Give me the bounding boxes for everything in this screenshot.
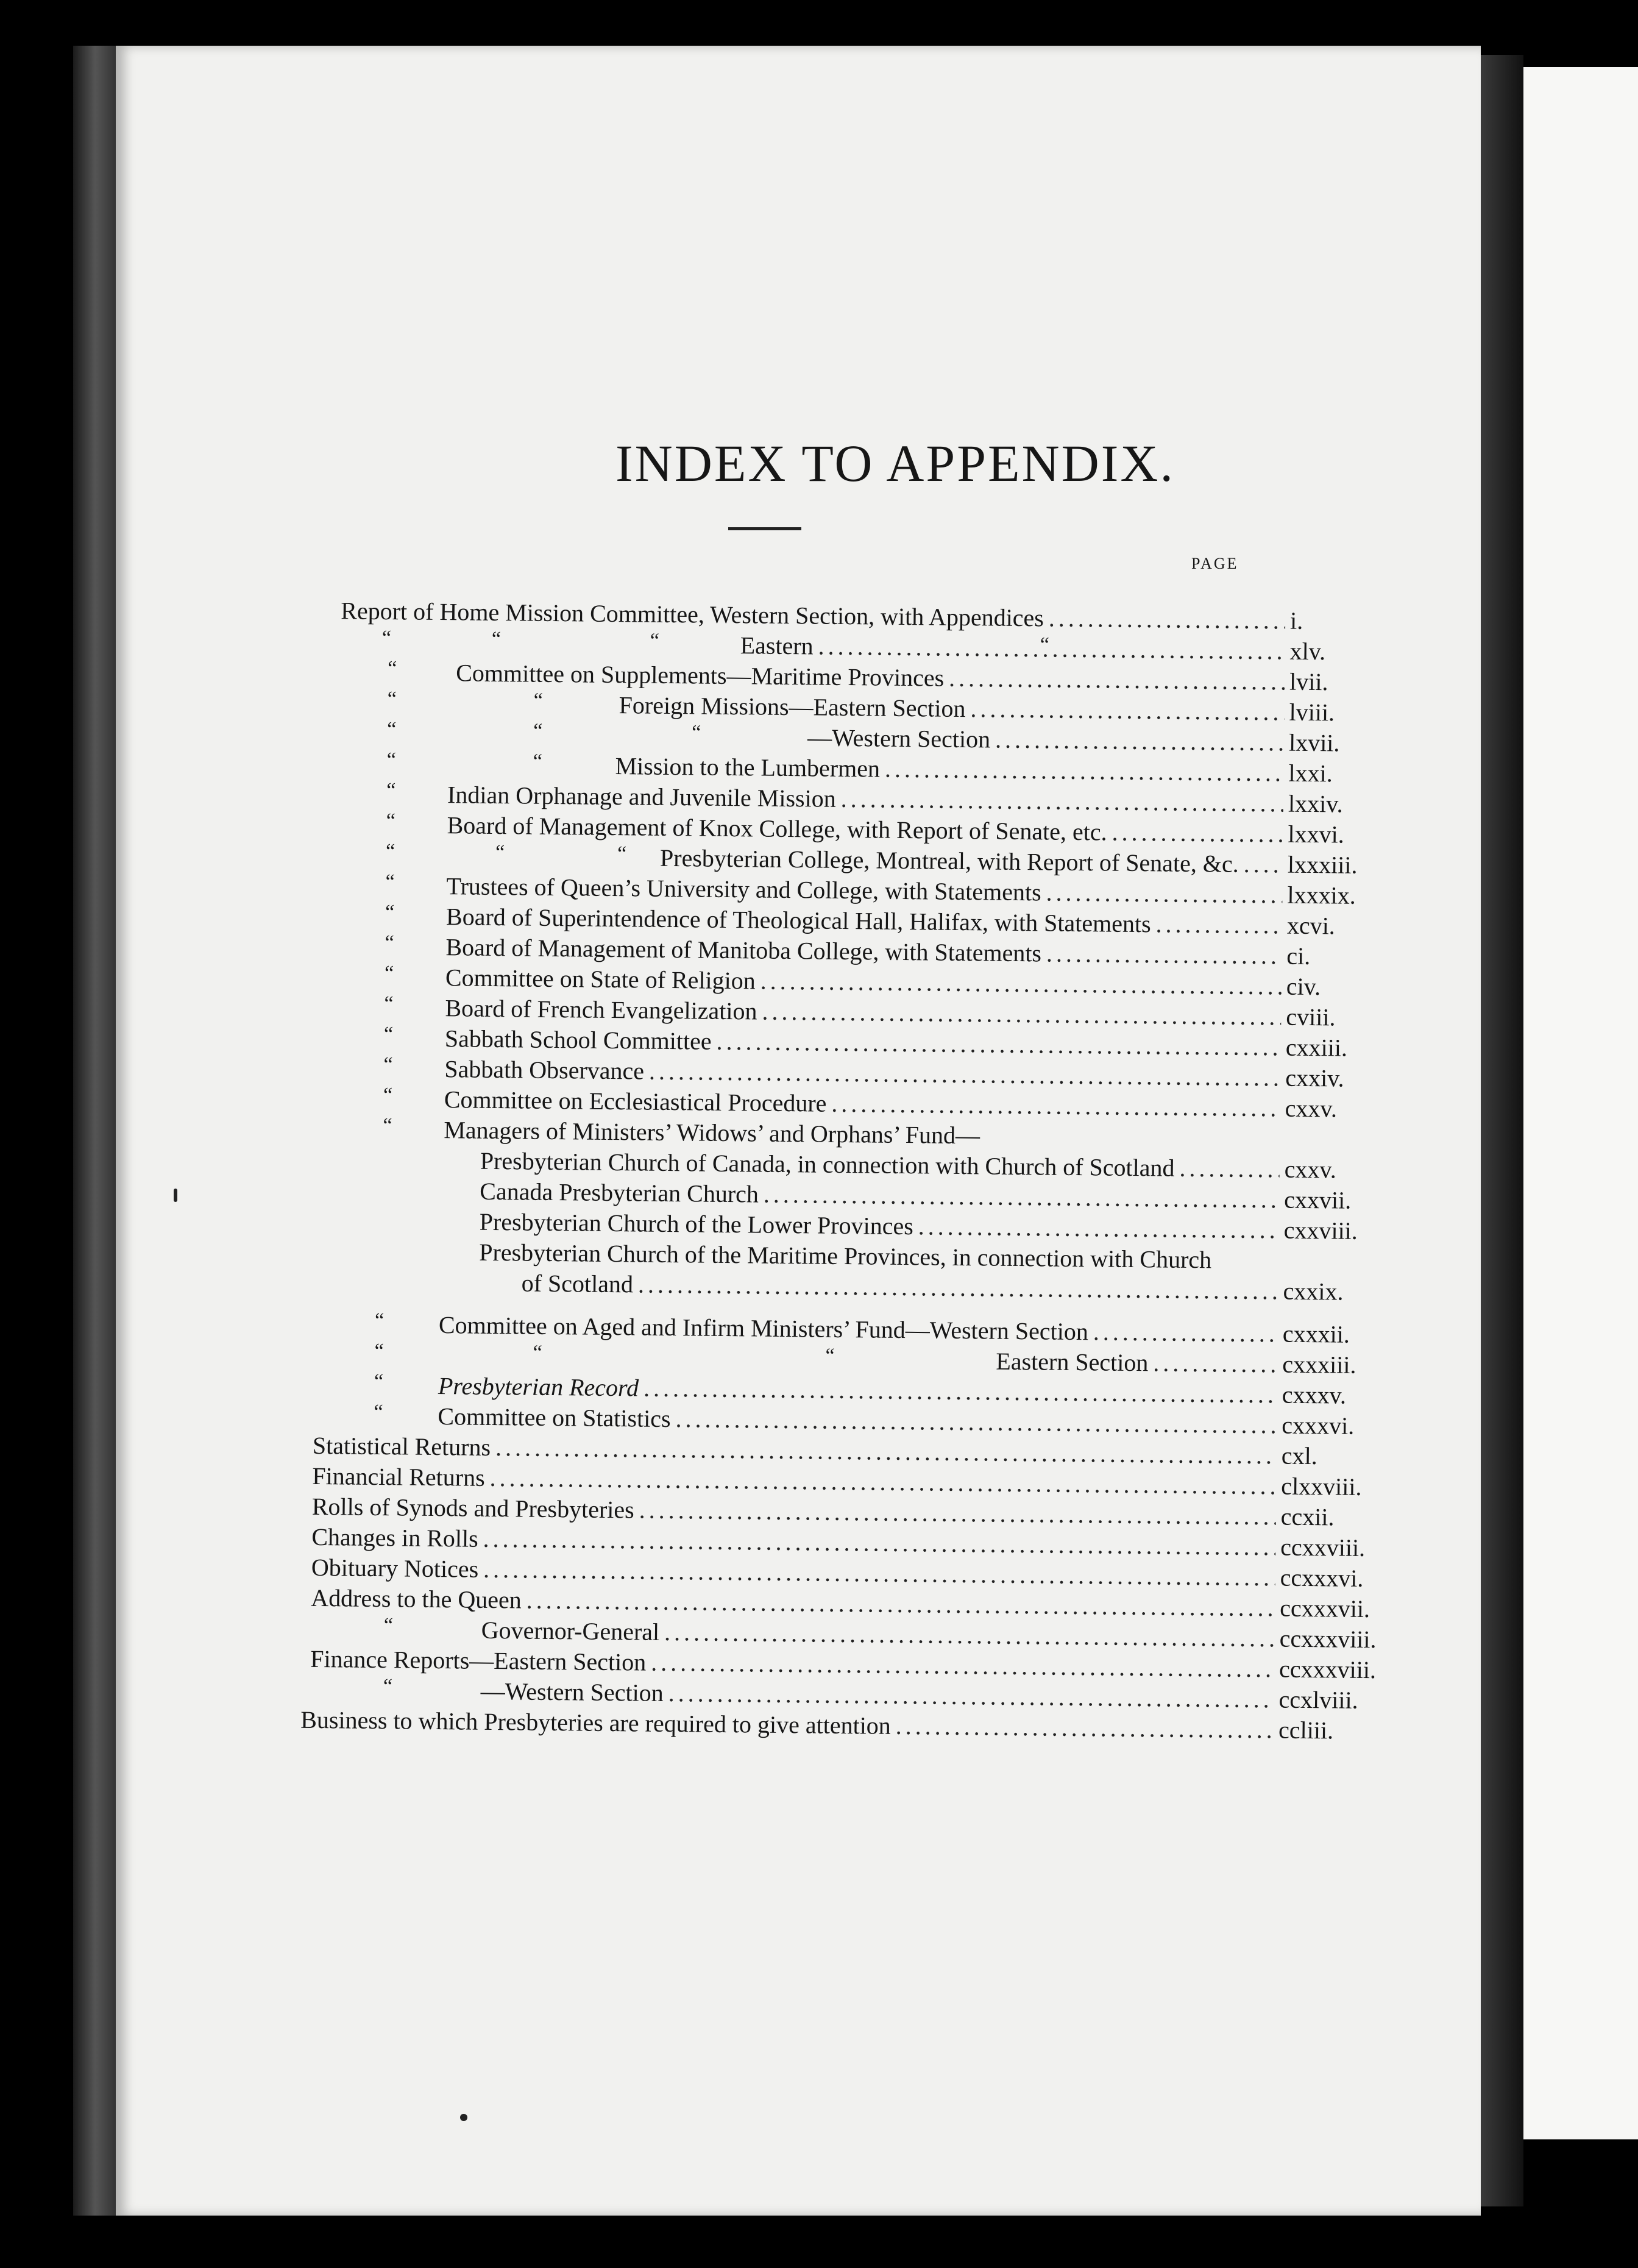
- dot-leader: [1243, 847, 1283, 882]
- index-entry-title: Rolls of Synods and Presbyteries: [311, 1492, 634, 1524]
- ditto-mark: “: [374, 1309, 385, 1332]
- index-entry-title: Address to the Queen: [311, 1584, 522, 1614]
- index-entry-title: Mission to the Lumbermen: [615, 752, 881, 783]
- ditto-mark: “: [383, 1114, 392, 1137]
- index-entry-title: Presbyterian College, Montreal, with Report of Senate, &c.: [659, 844, 1239, 878]
- index-entry-page: i.: [1289, 606, 1303, 635]
- index-entry-page: ccxxxvii.: [1279, 1594, 1370, 1623]
- index-entry-page: lvii.: [1289, 667, 1328, 696]
- ditto-mark: “: [387, 718, 397, 741]
- index-entry-title: Board of French Evangelization: [445, 994, 757, 1025]
- ink-speck: [460, 2114, 467, 2121]
- index-entry-page: cxxxvi.: [1282, 1411, 1355, 1440]
- dot-leader: [638, 1267, 1278, 1308]
- index-entry-page: civ.: [1286, 972, 1321, 1001]
- index-entry-title: Business to which Presbyteries are required to give attention: [300, 1705, 892, 1740]
- index-entry-page: clxxviii.: [1281, 1472, 1362, 1501]
- index-entry-title: Obituary Notices: [311, 1553, 479, 1583]
- ditto-mark: “: [383, 1675, 393, 1698]
- index-entry-title: Board of Management of Manitoba College, with Statements: [445, 933, 1042, 967]
- ditto-mark: “: [533, 750, 542, 773]
- index-entry-page: ci.: [1286, 942, 1311, 970]
- ditto-mark: “: [388, 657, 397, 680]
- ditto-mark: “: [385, 901, 395, 924]
- index-entry-title: Finance Reports—Eastern Section: [310, 1644, 647, 1676]
- index-entry-page: ccxlviii.: [1278, 1685, 1358, 1714]
- ditto-mark: “: [383, 1023, 394, 1046]
- ditto-mark: “: [386, 779, 396, 802]
- ditto-mark: “: [384, 962, 394, 985]
- ditto-mark: “: [374, 1400, 383, 1424]
- ditto-mark: “: [650, 629, 660, 652]
- index-entry-page: lxxvi.: [1288, 820, 1344, 848]
- index-entry-page: cxl.: [1281, 1441, 1317, 1470]
- index-entry-title: Statistical Returns: [312, 1431, 491, 1461]
- index-entry-page: lviii.: [1289, 698, 1335, 727]
- index-entry-page: cxxiii.: [1285, 1033, 1348, 1062]
- index-entry-page: ccxxxviii.: [1279, 1624, 1377, 1654]
- index-entry-title: Committee on Supplements—Maritime Provinces: [455, 659, 945, 692]
- index-entry-title: Eastern Section: [996, 1347, 1149, 1377]
- index-entry-title: Financial Returns: [312, 1462, 485, 1491]
- ditto-mark: “: [533, 1341, 542, 1364]
- index-entry-title: Canada Presbyterian Church: [480, 1177, 759, 1208]
- ink-speck: [174, 1189, 177, 1202]
- ditto-mark: “: [374, 1370, 384, 1393]
- dot-leader: [896, 1709, 1274, 1747]
- index-entry-title: Governor-General: [481, 1616, 660, 1646]
- ditto-mark: “: [385, 840, 395, 863]
- ditto-mark: “: [1040, 633, 1050, 656]
- ditto-mark: “: [825, 1344, 835, 1367]
- ditto-mark: “: [386, 809, 395, 833]
- index-entry-page: cxxviii.: [1283, 1216, 1358, 1245]
- index-entry-page: cxxv.: [1285, 1094, 1338, 1123]
- index-entry-page: lxxxix.: [1287, 881, 1356, 909]
- index-entry-page: cxxiv.: [1285, 1064, 1344, 1092]
- index-entry-page: cxxix.: [1283, 1277, 1344, 1306]
- index-entry-page: lxxxiii.: [1287, 850, 1358, 879]
- ditto-mark: “: [617, 842, 627, 866]
- ditto-mark: “: [491, 627, 502, 651]
- index-entry-page: cxxvii.: [1284, 1186, 1352, 1214]
- ditto-mark: “: [533, 689, 544, 712]
- ditto-mark: “: [381, 627, 392, 650]
- index-entry-title: Foreign Missions—Eastern Section: [619, 691, 966, 723]
- index-entry-page: xcvi.: [1286, 911, 1336, 940]
- index-entry-page: ccxxxvi.: [1280, 1563, 1364, 1592]
- index-entry-title: Presbyterian Church of the Lower Provinces: [479, 1207, 914, 1240]
- index-entry: [439, 1308, 1375, 1352]
- index-entry-title: Presbyterian Record: [438, 1372, 639, 1402]
- index-entry-title: —Western Section: [480, 1677, 664, 1707]
- index-entry-page: ccliii.: [1278, 1716, 1334, 1744]
- index-entry-title: Presbyterian Church of the Maritime Provinces, in connection with Church: [479, 1238, 1212, 1274]
- index-entry-title: Sabbath Observance: [444, 1055, 645, 1085]
- index-entry-page: xlv.: [1289, 637, 1326, 666]
- ditto-mark: “: [386, 748, 397, 772]
- ditto-mark: “: [385, 931, 394, 954]
- index-entry-page: lxvii.: [1288, 728, 1340, 757]
- ditto-mark: “: [383, 1053, 393, 1076]
- index-entry-title: Committee on Aged and Infirm Ministers’ Fund—Western Section: [438, 1311, 1089, 1346]
- index-entry-page: lxxi.: [1288, 759, 1333, 787]
- index-entry-title: Committee on Ecclesiastical Procedure: [444, 1086, 827, 1117]
- ditto-mark: “: [383, 1084, 393, 1107]
- ditto-mark: “: [385, 870, 395, 894]
- index-entry-title: —Western Section: [807, 723, 991, 753]
- page-title: INDEX TO APPENDIX.: [615, 434, 1175, 492]
- index-entry-page: ccxxxviii.: [1278, 1655, 1377, 1684]
- ditto-mark: “: [374, 1339, 384, 1363]
- ditto-mark: “: [495, 841, 505, 864]
- ditto-mark: “: [383, 1614, 394, 1637]
- index-entry-page: cxxxiii.: [1282, 1350, 1356, 1379]
- index-entry-title: Committee on State of Religion: [445, 964, 756, 995]
- index-entry-title: Committee on Statistics: [438, 1402, 671, 1433]
- ditto-mark: “: [384, 992, 394, 1015]
- index-entry-title: of Scotland: [521, 1269, 634, 1298]
- index-entry-page: lxxiv.: [1288, 789, 1343, 818]
- index-entry-page: ccxxviii.: [1280, 1533, 1366, 1562]
- index-entry-title: Board of Superintendence of Theological Hall, Halifax, with Statements: [445, 903, 1151, 938]
- index-entry-page: ccxii.: [1280, 1502, 1335, 1531]
- index-entry-title: Eastern: [740, 631, 814, 660]
- page-column-label: PAGE: [1191, 555, 1239, 572]
- index-entry-page: cxxv.: [1284, 1155, 1337, 1184]
- ditto-mark: “: [533, 719, 543, 742]
- index-entry-title: Managers of Ministers’ Widows’ and Orphans’ Fund—: [444, 1116, 980, 1150]
- ditto-mark: “: [387, 688, 397, 711]
- dot-leader: [1179, 1151, 1280, 1187]
- index-entry-title: Indian Orphanage and Juvenile Mission: [447, 781, 836, 812]
- index-entry-title: Changes in Rolls: [311, 1523, 478, 1552]
- index-entry-page: cxxxii.: [1282, 1320, 1350, 1348]
- index-entry-page: cxxxv.: [1282, 1381, 1347, 1409]
- index-entry-title: Sabbath School Committee: [444, 1025, 712, 1055]
- index-entry-title: Report of Home Mission Committee, Western Section, with Appendices: [341, 597, 1044, 632]
- index-entry-title: Presbyterian Church of Canada, in connection with Church of Scotland: [480, 1146, 1175, 1182]
- index-entry-page: cviii.: [1286, 1003, 1336, 1031]
- index-entry-title: Board of Management of Knox College, with Report of Senate, etc.: [447, 811, 1107, 846]
- ditto-mark: “: [692, 721, 701, 744]
- index-entry-title: Trustees of Queen’s University and College, with Statements: [446, 872, 1041, 906]
